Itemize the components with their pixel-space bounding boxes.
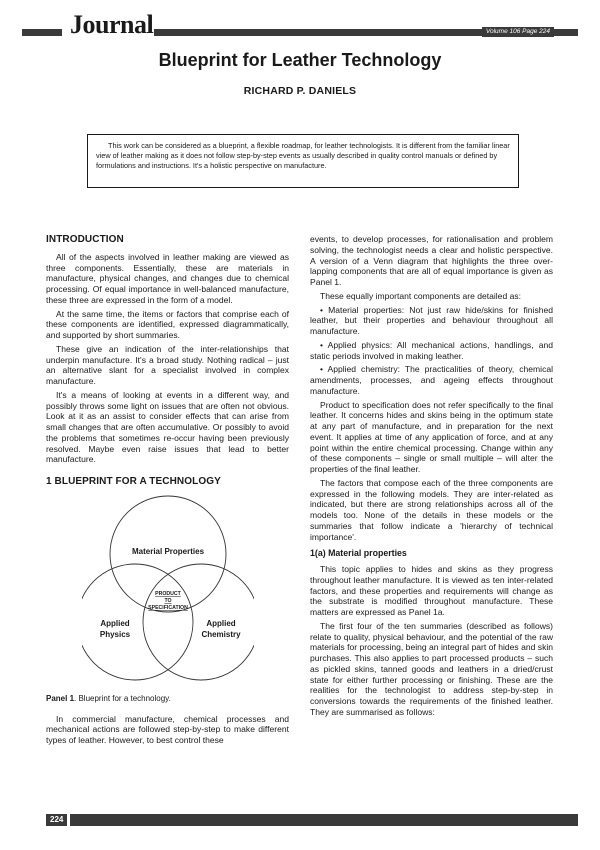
introduction-heading: INTRODUCTION	[46, 234, 124, 245]
venn-circle-physics	[82, 564, 193, 680]
right-paragraph-1: events, to develop processes, for rationalisation and problem solving, the technologist needs a clear and holistic perspective. A version of a Venn diagram that highlights the three over-lapping components that are all of equal importance is given as Panel 1.	[310, 234, 553, 287]
intro-paragraph-1: All of the aspects involved in leather making are viewed as three components. Essentially, these are materials in manufacture, physical changes, and changes due to chemical processing. Of equal importance in well-balanced manufacture, these three are expressed in the form of a model.	[46, 251, 289, 305]
intro-paragraph-3: These give an indication of the inter-relationships that underpin manufacture. It's a broad study. Nothing radical – just an alternative slant for a specialist involved in complex manufacture.	[46, 343, 289, 386]
subsection-1a-heading: 1(a) Material properties	[310, 548, 407, 559]
bullet-applied-physics: • Applied physics: All mechanical actions, handlings, and static periods involved in making leather.	[310, 339, 553, 361]
bullet-material-properties: • Material properties: Not just raw hide/skins for finished leather, but their properties and behaviour throughout all manufacture.	[310, 304, 553, 336]
venn-label-chemistry-line2: Chemistry	[201, 629, 241, 639]
panel-caption-text: . Blueprint for a technology.	[74, 693, 171, 703]
abstract-box	[87, 134, 519, 188]
right-paragraph-3: Product to specification does not refer specifically to the final leather. It concerns hides and skins being in the optimum state at any part of manufacture, and in preparation for the next event. It applies at time of any application of force, and at any point within the entire chemical processing. Change within any of these components – single or small multiple – will alter the properties of the final leather.	[310, 399, 553, 474]
volume-page-label: Volume 106 Page 224	[482, 27, 554, 37]
venn-label-physics-line1: Applied	[100, 618, 130, 628]
venn-label-physics-line2: Physics	[99, 629, 131, 639]
venn-center-line2: TO	[164, 597, 172, 604]
left-column	[46, 232, 289, 749]
right-paragraph-2: These equally important components are detailed as:	[320, 290, 521, 301]
section-1-heading: 1 BLUEPRINT FOR A TECHNOLOGY	[46, 476, 221, 487]
venn-center-line3: SPECIFICATION	[148, 604, 188, 611]
venn-label-material: Material Properties	[131, 546, 205, 556]
bullet-applied-chemistry: • Applied chemistry: The practicalities of theory, chemical amendments, processes, and ageing effects throughout manufacture.	[310, 364, 553, 396]
panel-caption	[46, 694, 289, 705]
page-number: 224	[46, 814, 67, 826]
right-paragraph-4: The factors that compose each of the three components are expressed in the following models. They are inter-related as indicated, but there are strong relationships across all of the models too. None of the details in these models or the summaries that follow indicate a 'hierarchy of technical importance'.	[310, 477, 553, 542]
right-paragraph-5: This topic applies to hides and skins as they progress throughout leather manufacture. It is viewed as ten inter-related factors, and these properties and requirements will change as the substrate is modified throughout manufacture. These matters are expressed as Panel 1a.	[310, 564, 553, 617]
intro-paragraph-4: It's a means of looking at events in a different way, and possibly throws some light on issues that are often not obvious. Look at it as an assist to consider effects that can arise from small changes that are often accumulative. Or possibly to avoid the problems that sometimes re-occur having been previously resolved. Maybe even raise issues that lead to better manufacture.	[46, 389, 289, 465]
venn-center-line1: PRODUCT	[155, 590, 181, 597]
panel-caption-label: Panel 1	[46, 693, 75, 703]
venn-circle-chemistry	[143, 564, 254, 680]
article-author: RICHARD P. DANIELS	[243, 85, 357, 97]
right-paragraph-6: The first four of the ten summaries (described as follows) relate to quality, physical behaviour, and the potential of the raw materials for processing, being an integral part of hides and skin purchases. This also applies to part processed products – such as pickled skins, tanned goods and leathers in a dried/crust state for either further processing or finishing. These are the realities for the technologist to address step-by-step in conversions towards the requirements of the finished leather. They are summarised as follows:	[310, 620, 553, 717]
article-title: Blueprint for Leather Technology	[158, 50, 442, 70]
intro-paragraph-2: At the same time, the items or factors that comprise each of these components are identified, expressed diagrammatically, and supported by short summaries.	[46, 308, 289, 340]
venn-diagram	[82, 494, 254, 690]
journal-header	[0, 0, 600, 46]
right-column	[310, 234, 553, 721]
footer-bar	[70, 814, 578, 826]
left-final-paragraph: In commercial manufacture, chemical processes and mechanical actions are followed step-by-step to make different types of leather. However, to best control these	[46, 713, 289, 745]
venn-label-chemistry-line1: Applied	[206, 618, 236, 628]
abstract-text: This work can be considered as a blueprint, a flexible roadmap, for leather technologists. It is different from the familiar linear view of leather making as it does not follow step-by-step events as usually described in quality control manuals or defined by formulations and instructions. It's a holistic perspective on manufacture.	[96, 141, 510, 170]
journal-logo: Journal	[70, 10, 154, 39]
page-footer	[0, 814, 600, 826]
